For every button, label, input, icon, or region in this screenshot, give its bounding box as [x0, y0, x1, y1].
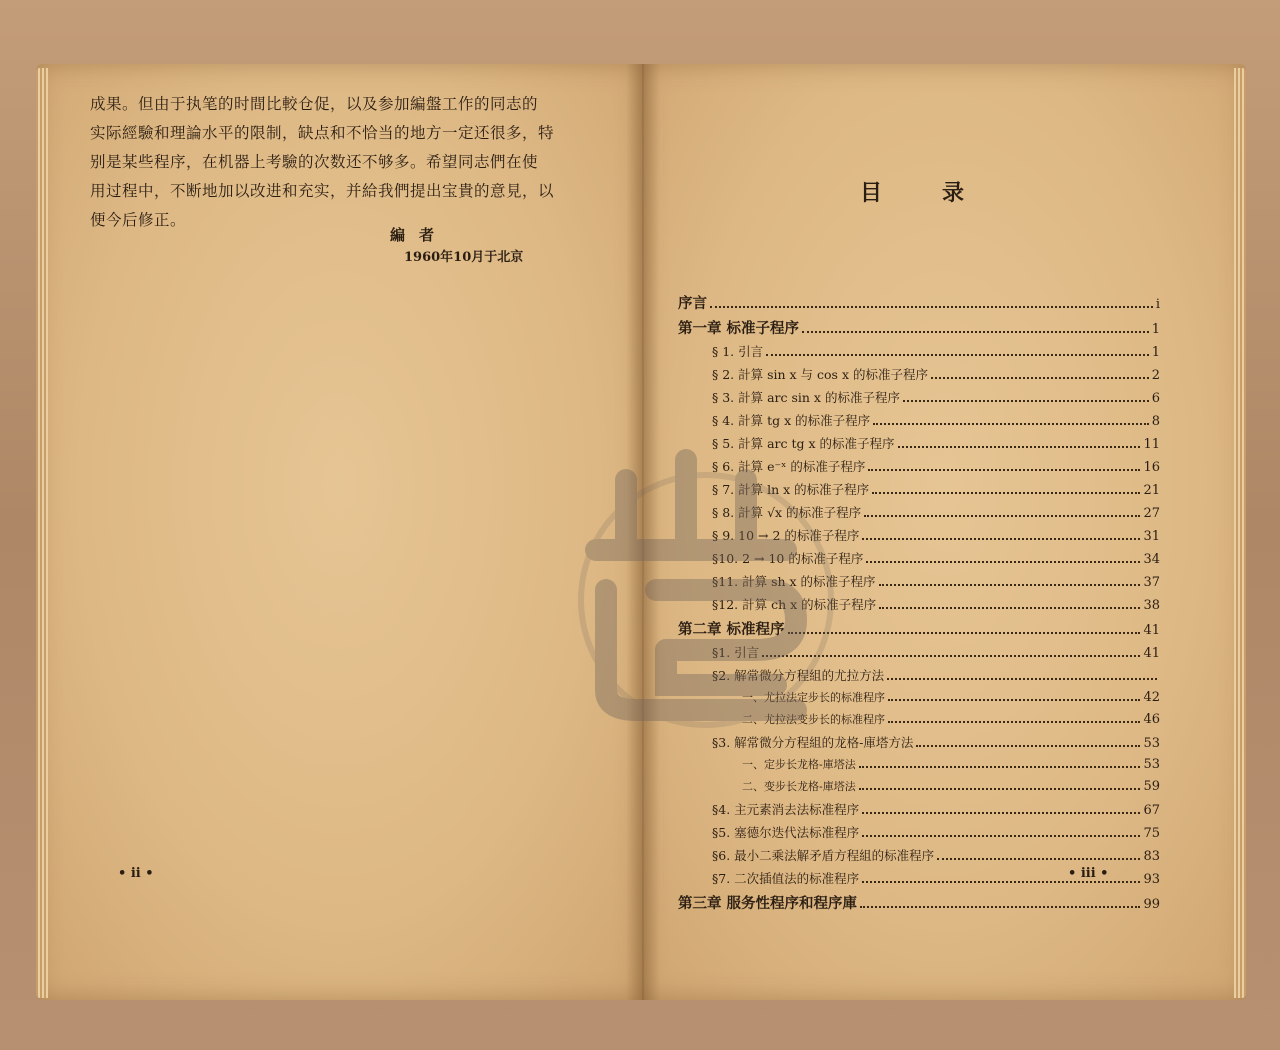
toc-entry — [678, 689, 1160, 711]
toc-entry-title: § 3. 計算 arc sin x 的标准子程序 — [712, 390, 900, 405]
toc-entry — [678, 595, 1160, 618]
toc-entry — [678, 643, 1160, 666]
toc-entry-title: 二、变步长龙格-庫塔法 — [742, 780, 856, 793]
toc-entry — [678, 388, 1160, 411]
toc-entry-page: 2 — [1151, 368, 1160, 383]
page-number-left: • ii • — [118, 866, 154, 881]
toc-entry-page: i — [1155, 297, 1160, 312]
toc-dot-leader — [868, 469, 1140, 471]
toc-entry — [678, 618, 1160, 643]
toc-entry — [678, 317, 1160, 342]
toc-entry — [678, 480, 1160, 503]
toc-entry — [678, 411, 1160, 434]
preface-line: 实际經驗和理論水平的限制，缺点和不恰当的地方一定还很多，特 — [90, 124, 555, 142]
preface-line: 便今后修正。 — [90, 211, 187, 229]
toc-entry-title: § 1. 引言 — [712, 344, 764, 359]
toc-entry — [678, 342, 1160, 365]
toc-entry-title: §4. 主元素消去法标准程序 — [712, 802, 860, 817]
toc-dot-leader — [931, 377, 1149, 379]
preface-line: 别是某些程序，在机器上考驗的次数还不够多。希望同志們在使 — [90, 153, 539, 171]
toc-entry-title: 第二章 标准程序 — [678, 621, 785, 638]
toc-dot-leader — [860, 906, 1140, 908]
toc-entry-page: 1 — [1151, 345, 1160, 360]
toc-dot-leader — [916, 745, 1140, 747]
toc-entry-title: § 8. 計算 √x 的标准子程序 — [712, 505, 862, 520]
toc-entry-page: 93 — [1143, 872, 1160, 887]
toc-entry-page: 42 — [1143, 690, 1160, 705]
toc-entry — [678, 733, 1160, 756]
toc-entry-page: 41 — [1143, 646, 1160, 661]
toc-entry-page: 59 — [1143, 779, 1160, 794]
toc-entry-title: § 2. 計算 sin x 与 cos x 的标准子程序 — [712, 367, 928, 382]
toc-dot-leader — [873, 423, 1149, 425]
page-edges-right — [1234, 68, 1246, 998]
toc-dot-leader — [866, 561, 1140, 563]
toc-entry — [678, 365, 1160, 388]
toc-entry — [678, 823, 1160, 846]
toc-dot-leader — [802, 331, 1149, 333]
page-edges-left — [36, 68, 48, 998]
preface-line: 成果。但由于执笔的时間比較仓促，以及参加編盤工作的同志的 — [90, 95, 539, 113]
toc-dot-leader — [888, 699, 1140, 701]
toc-entry-page: 1 — [1151, 322, 1160, 337]
toc-entry-title: §5. 塞德尔迭代法标准程序 — [712, 825, 860, 840]
toc-entry-title: § 4. 計算 tg x 的标准子程序 — [712, 413, 871, 428]
toc-entry-title: 序言 — [678, 295, 707, 312]
toc-dot-leader — [762, 655, 1140, 657]
toc-entry-title: §12. 計算 ch x 的标准子程序 — [712, 597, 877, 612]
toc-entry-page: 67 — [1143, 803, 1160, 818]
toc-dot-leader — [710, 306, 1153, 308]
toc-dot-leader — [862, 881, 1140, 883]
toc-entry-title: §10. 2 → 10 的标准子程序 — [712, 551, 864, 566]
page-number-right: • iii • — [1068, 866, 1109, 881]
toc-dot-leader — [788, 632, 1141, 634]
toc-entry-page: 6 — [1151, 391, 1160, 406]
toc-entry-title: § 5. 計算 arc tg x 的标准子程序 — [712, 436, 895, 451]
toc-entry-page: 99 — [1143, 897, 1160, 912]
toc-entry-title: §1. 引言 — [712, 645, 760, 660]
toc-entry — [678, 503, 1160, 526]
toc-entry-page: 8 — [1151, 414, 1160, 429]
toc-title: 目录 — [860, 180, 1025, 206]
toc-entry — [678, 756, 1160, 778]
toc-entry-page: 83 — [1143, 849, 1160, 864]
toc-dot-leader — [859, 788, 1141, 790]
toc-entry — [678, 526, 1160, 549]
toc-dot-leader — [862, 538, 1140, 540]
toc-entry-title: §11. 計算 sh x 的标准子程序 — [712, 574, 876, 589]
toc-dot-leader — [872, 492, 1140, 494]
toc-dot-leader — [888, 721, 1140, 723]
toc-entry-page: 27 — [1143, 506, 1160, 521]
toc-entry-title: § 7. 計算 ln x 的标准子程序 — [712, 482, 870, 497]
toc-dot-leader — [903, 400, 1149, 402]
toc-dot-leader — [887, 678, 1157, 680]
toc-entry-title: §7. 二次插值法的标准程序 — [712, 871, 860, 886]
toc-entry-page: 75 — [1143, 826, 1160, 841]
toc-entry-page: 11 — [1143, 437, 1160, 452]
toc-dot-leader — [879, 607, 1140, 609]
toc-entry-page: 34 — [1143, 552, 1160, 567]
toc-entry-page: 16 — [1143, 460, 1160, 475]
toc-entry-page: 38 — [1143, 598, 1160, 613]
toc-entry-title: 二、尤拉法变步长的标准程序 — [742, 713, 885, 726]
toc-entry-title: §2. 解常微分方程組的尤拉方法 — [712, 668, 885, 683]
toc-entry-page: 31 — [1143, 529, 1160, 544]
toc-entry — [678, 549, 1160, 572]
toc-entry — [678, 666, 1160, 689]
toc-entry-title: 第三章 服务性程序和程序庫 — [678, 895, 858, 912]
toc-entry — [678, 800, 1160, 823]
preface-text — [90, 90, 570, 235]
toc-dot-leader — [859, 766, 1141, 768]
book-gutter — [626, 64, 660, 1000]
toc-entry-title: § 6. 計算 e⁻ˣ 的标准子程序 — [712, 459, 866, 474]
toc-entry-page: 21 — [1143, 483, 1160, 498]
toc-entry — [678, 892, 1160, 917]
toc-entry — [678, 778, 1160, 800]
signature-date: 1960年10月于北京 — [404, 250, 524, 265]
toc-dot-leader — [937, 858, 1140, 860]
toc-entry — [678, 572, 1160, 595]
toc-entry-page: 41 — [1143, 623, 1160, 638]
toc-entry-title: § 9. 10 → 2 的标准子程序 — [712, 528, 860, 543]
toc-entry-title: §6. 最小二乘法解矛盾方程組的标准程序 — [712, 848, 935, 863]
toc-entry-title: 第一章 标准子程序 — [678, 320, 800, 337]
toc-entry-page: 37 — [1143, 575, 1160, 590]
toc-dot-leader — [864, 515, 1140, 517]
toc-dot-leader — [862, 812, 1140, 814]
toc-entry — [678, 292, 1160, 317]
toc-dot-leader — [862, 835, 1140, 837]
toc-dot-leader — [898, 446, 1141, 448]
toc-entry-page: 46 — [1143, 712, 1160, 727]
editor-signature: 編者 — [390, 226, 449, 244]
preface-line: 用过程中，不断地加以改进和充实，并給我們提出宝貴的意見，以 — [90, 182, 555, 200]
toc-entry-page: 53 — [1143, 736, 1160, 751]
toc-entry-title: §3. 解常微分方程組的龙格-庫塔方法 — [712, 735, 914, 750]
toc-entry-title: 一、定步长龙格-庫塔法 — [742, 758, 856, 771]
toc-entry — [678, 457, 1160, 480]
table-of-contents — [678, 292, 1160, 917]
toc-entry — [678, 434, 1160, 457]
toc-entry — [678, 711, 1160, 733]
toc-entry-title: 一、尤拉法定步长的标准程序 — [742, 691, 885, 704]
toc-entry-page: 53 — [1143, 757, 1160, 772]
toc-dot-leader — [766, 354, 1149, 356]
toc-dot-leader — [879, 584, 1141, 586]
